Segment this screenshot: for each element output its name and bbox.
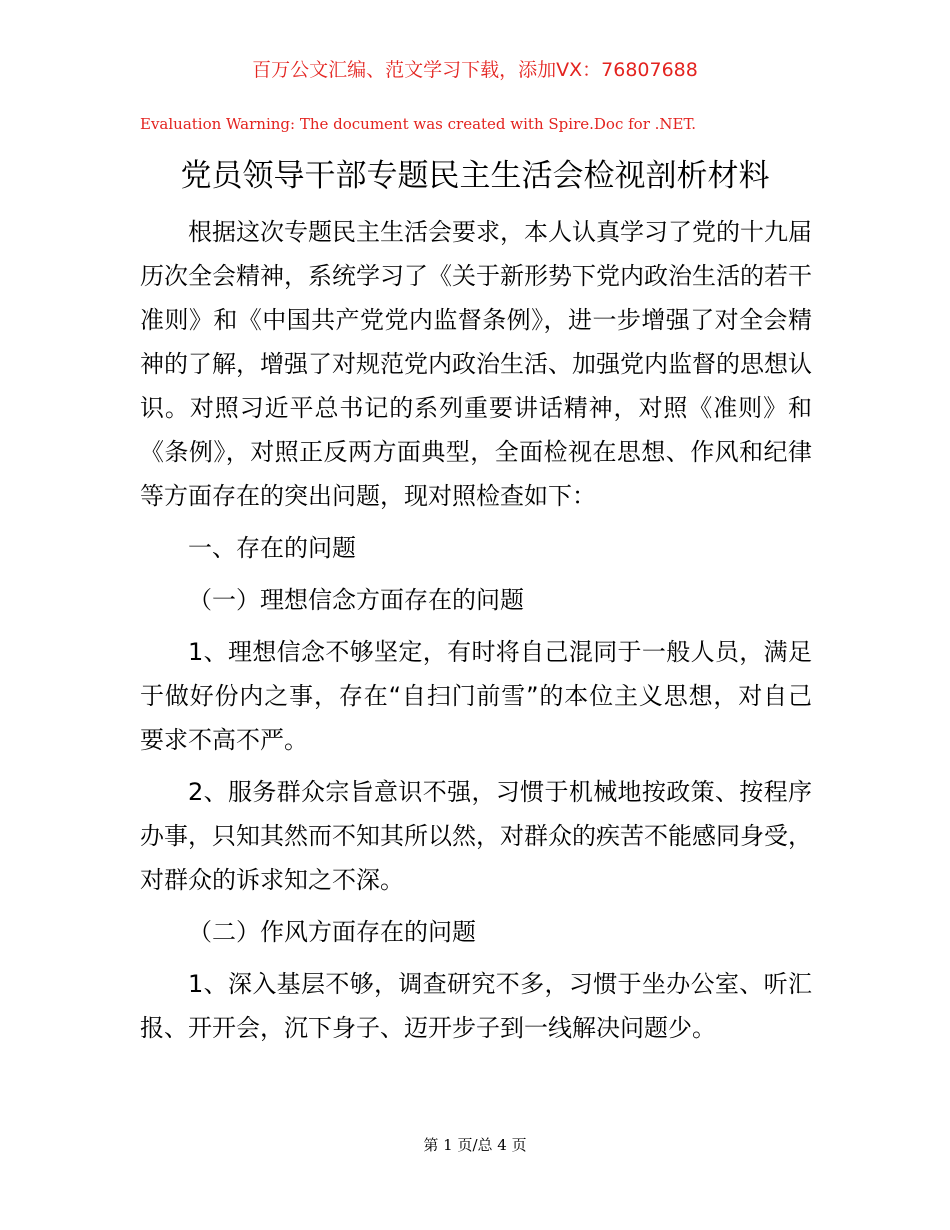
document-body — [140, 210, 812, 1050]
subsection-heading: （一）理想信念方面存在的问题 — [188, 586, 524, 614]
list-item: 1、深入基层不够，调查研究不多，习惯于坐办公室、听汇报、开开会，沉下身子、迈开步子到一线解决问题少。 — [140, 970, 812, 1042]
document-title: 党员领导干部专题民主生活会检视剖析材料 — [180, 158, 770, 194]
section-heading: 一、存在的问题 — [188, 534, 356, 562]
list-item: 2、服务群众宗旨意识不强，习惯于机械地按政策、按程序办事，只知其然而不知其所以然，对群众的疾苦不能感同身受，对群众的诉求知之不深。 — [140, 778, 812, 894]
intro-paragraph: 根据这次专题民主生活会要求，本人认真学习了党的十九届历次全会精神，系统学习了《关于新形势下党内政治生活的若干准则》和《中国共产党党内监督条例》，进一步增强了对全会精神的了解，增强了对规范党内政治生活、加强党内监督的思想认识。对照习近平总书记的系列重要讲话精神，对照《准则》和《条例》，对照正反两方面典型，全面检视在思想、作风和纪律等方面存在的突出问题，现对照检查如下： — [140, 218, 812, 510]
header-banner: 百万公文汇编、范文学习下载，添加VX：76807688 — [252, 59, 698, 81]
page-number: 第 1 页/总 4 页 — [423, 1136, 527, 1154]
list-item: 1、理想信念不够坚定，有时将自己混同于一般人员，满足于做好份内之事，存在“自扫门前雪”的本位主义思想，对自己要求不高不严。 — [140, 638, 812, 754]
evaluation-warning: Evaluation Warning: The document was created with Spire.Doc for .NET. — [140, 115, 697, 133]
subsection-heading: （二）作风方面存在的问题 — [188, 918, 476, 946]
